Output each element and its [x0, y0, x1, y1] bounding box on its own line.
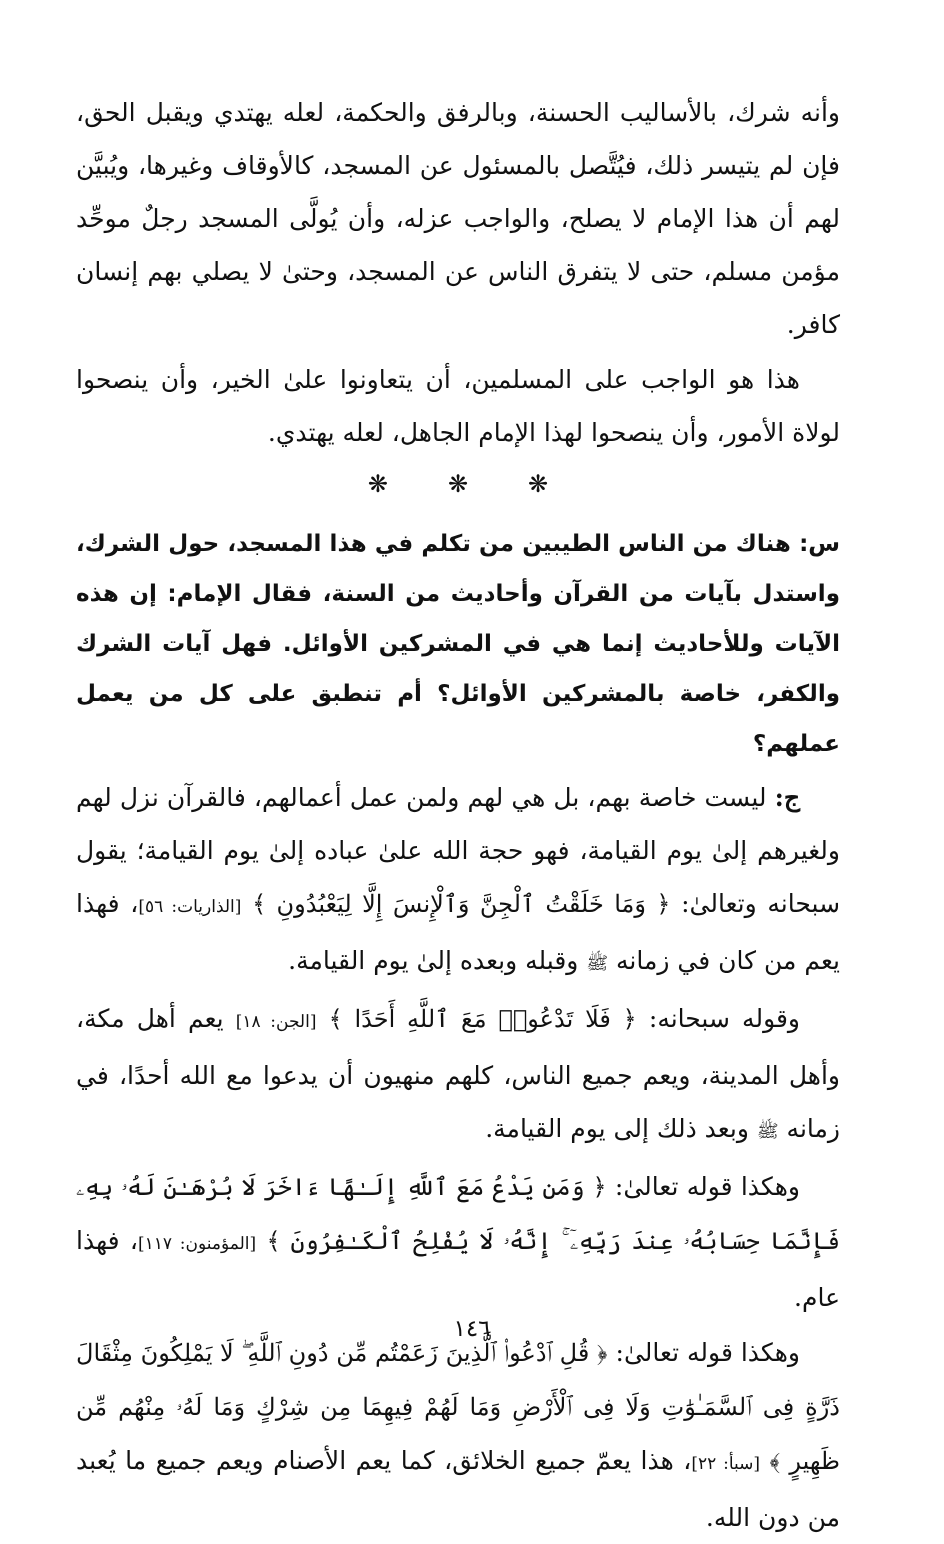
answer-label: ج: — [774, 783, 800, 812]
verse-reference: [الذاريات: ٥٦] — [138, 897, 242, 917]
asterisk-icon: ❋ — [367, 470, 388, 498]
quran-verse: ﴿ وَمَا خَلَقْتُ ٱلْجِنَّ وَٱلْإِنسَ إِلَّا لِيَعْبُدُونِ ﴾ — [252, 890, 671, 918]
answer-text: ليست خاصة بهم، بل هي لهم ولمن عمل أعمالهم، فالقرآن نزل لهم ولغيرهم إلىٰ يوم القيامة، فهو حجة الله علىٰ عباده إلىٰ يوم القيامة؛ يقول سبحانه وتعالىٰ: — [76, 783, 841, 918]
salutation-icon: ﷺ — [756, 1121, 779, 1142]
answer-text: ، فهذا يعم من كان في زمانه — [76, 889, 840, 975]
asterisk-icon: ❋ — [447, 470, 469, 498]
salutation-icon: ﷺ — [586, 953, 609, 974]
answer-paragraph-1 — [76, 771, 840, 990]
answer-text: ، فهذا عام. — [76, 1226, 840, 1312]
page-body — [76, 86, 841, 1532]
answer-text: وهكذا قوله تعالىٰ: — [614, 1172, 800, 1201]
answer-text: وبعد ذلك إلى يوم القيامة. — [485, 1114, 749, 1143]
answer-paragraph-2 — [76, 992, 840, 1158]
answer-text: وقوله سبحانه: — [648, 1004, 801, 1033]
quran-verse: ﴿ وَمَن يَدْعُ مَعَ ٱللَّهِ إِلَـٰهًا ءَاخَرَ لَا بُرْهَـٰنَ لَهُۥ بِهِۦ فَإِنَّمَا حِسَابُهُۥ عِندَ رَبِّهِۦٓ ۚ إِنَّهُۥ لَا يُفْلِحُ ٱلْكَـٰفِرُونَ ﴾ — [76, 1173, 841, 1255]
answer-paragraph-4 — [76, 1326, 840, 1544]
answer-text: يعم أهل مكة، وأهل المدينة، ويعم جميع الناس، كلهم منهيون أن يدعوا مع الله أحدًا، في زمانه — [76, 1004, 840, 1143]
answer-text: وقبله وبعده إلىٰ يوم القيامة. — [288, 946, 579, 975]
paragraph-2: هذا هو الواجب على المسلمين، أن يتعاونوا علىٰ الخير، وأن ينصحوا لولاة الأمور، وأن ينصحوا لهذا الإمام الجاهل، لعله يهتدي. — [76, 365, 840, 447]
verse-reference: [المؤمنون: ١١٧] — [137, 1234, 257, 1254]
asterisk-icon: ❋ — [528, 470, 549, 498]
verse-reference: [سبأ: ٢٢] — [691, 1454, 761, 1474]
answer-text: ، هذا يعمّ جميع الخلائق، كما يعم الأصنام ويعم جميع ما يُعبد من دون الله. — [76, 1446, 840, 1532]
paragraph-1: وأنه شرك، بالأساليب الحسنة، وبالرفق والحكمة، لعله يهتدي ويقبل الحق، فإن لم يتيسر ذلك، فيُتَّصل بالمسئول عن المسجد، كالأوقاف وغيرها، ويُبيَّن لهم أن هذا الإمام لا يصلح، والواجب عزله، وأن يُولَّى المسجد رجلٌ موحِّد مؤمن مسلم، حتى لا يتفرق الناس عن المسجد، وحتىٰ لا يصلي بهم إنسان كافر. — [76, 98, 840, 339]
page-number: ١٤٦ — [453, 1316, 491, 1342]
quran-verse: ﴿ فَلَا تَدْعُوا۟ مَعَ ٱللَّهِ أَحَدًا ﴾ — [328, 1005, 637, 1033]
question-paragraph: س: هناك من الناس الطيبين من تكلم في هذا المسجد، حول الشرك، واستدل بآيات من القرآن وأحاديث من السنة، فقال الإمام: إن هذه الآيات وللأحاديث إنما هي في المشركين الأوائل. فهل آيات الشرك والكفر، خاصة بالمشركين الأوائل؟ أم تنطبق على كل من يعمل عملهم؟ — [76, 531, 840, 757]
section-separator — [76, 459, 840, 509]
verse-reference: [الجن: ١٨] — [235, 1012, 317, 1032]
answer-paragraph-3 — [76, 1160, 840, 1324]
answer-text: وهكذا قوله تعالىٰ: — [615, 1338, 800, 1367]
quran-verse: ﴿ قُلِ ٱدْعُوا۟ ٱلَّذِينَ زَعَمْتُم مِّن دُونِ ٱللَّهِ ۖ لَا يَمْلِكُونَ مِثْقَالَ ذَرَّةٍ فِى ٱلسَّمَـٰوَٰتِ وَلَا فِى ٱلْأَرْضِ وَمَا لَهُمْ فِيهِمَا مِن شِرْكٍ وَمَا لَهُۥ مِنْهُم مِّن ظَهِيرٍ ﴾ — [76, 1339, 840, 1475]
